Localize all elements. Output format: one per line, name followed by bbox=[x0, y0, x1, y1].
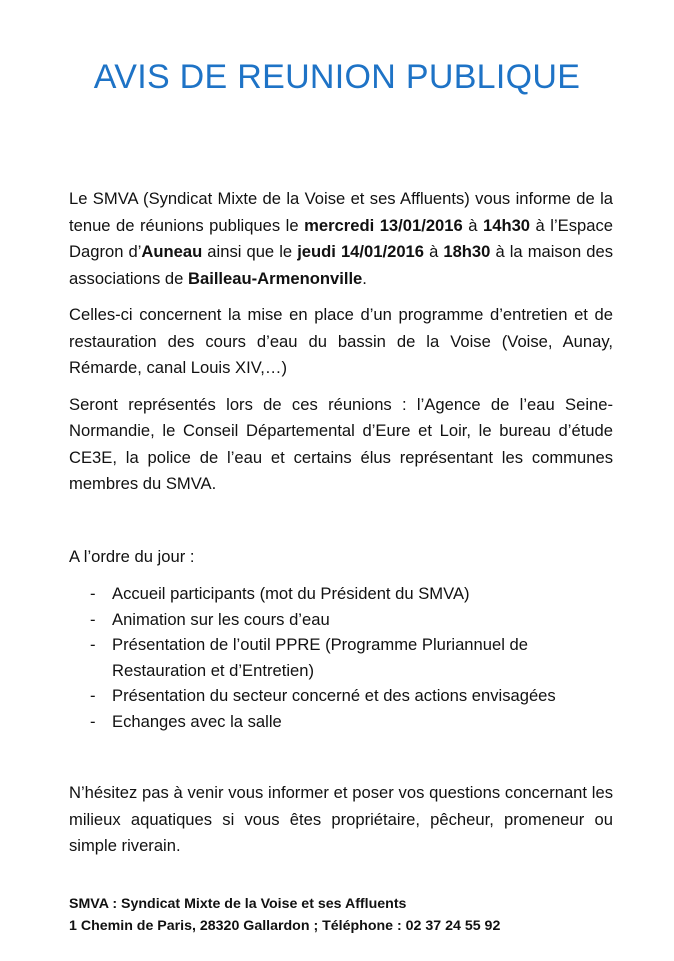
location-2: Bailleau-Armenonville bbox=[188, 268, 363, 288]
agenda-item-text: Présentation de l’outil PPRE (Programme Pluriannuel de Restauration et d’Entretien) bbox=[112, 635, 528, 680]
intro-text-4: ainsi que le bbox=[202, 242, 298, 261]
intro-text-3: à l’Espace Dagron d’ bbox=[69, 215, 613, 261]
intro-text-7: . bbox=[362, 268, 367, 288]
intro-text-5: à bbox=[424, 242, 444, 261]
footer-org-name: SMVA : Syndicat Mixte de la Voise et ses Affluents bbox=[69, 896, 407, 912]
dash-bullet: - bbox=[90, 584, 96, 603]
agenda-item-text: Animation sur les cours d’eau bbox=[112, 609, 330, 629]
agenda-item-text: Echanges avec la salle bbox=[112, 711, 282, 731]
agenda-item bbox=[90, 709, 613, 735]
intro-paragraph bbox=[69, 186, 613, 292]
footer-address: 1 Chemin de Paris, 28320 Gallardon ; Téléphone : 02 37 24 55 92 bbox=[69, 918, 501, 934]
intro-text-1: Le SMVA (Syndicat Mixte de la Voise et ses Affluents) vous informe de la tenue de réunions publiques le bbox=[69, 189, 613, 235]
participants-paragraph: Seront représentés lors de ces réunions : l’Agence de l’eau Seine-Normandie, le Conseil Départemental d’Eure et Loir, le bureau d’étude CE3E, la police de l’eau et certains élus représentant les communes membres du SMVA. bbox=[69, 394, 613, 493]
intro-text-2: à bbox=[462, 215, 483, 235]
agenda-item-text: Présentation du secteur concerné et des actions envisagées bbox=[112, 686, 556, 705]
dash-bullet: - bbox=[90, 711, 96, 731]
dash-bullet: - bbox=[90, 609, 96, 629]
date-1: mercredi 13/01/2016 bbox=[304, 215, 463, 235]
location-1: Auneau bbox=[141, 242, 203, 261]
intro-text-6: à la maison des associations de bbox=[69, 242, 613, 288]
agenda-item bbox=[90, 683, 613, 709]
agenda-item bbox=[90, 581, 613, 607]
page-title: AVIS DE REUNION PUBLIQUE bbox=[93, 58, 581, 96]
agenda-item bbox=[90, 632, 613, 683]
closing-paragraph: N’hésitez pas à venir vous informer et poser vos questions concernant les milieux aquatiques si vous êtes propriétaire, pêcheur, promeneur ou simple riverain. bbox=[69, 783, 613, 855]
agenda-heading: A l’ordre du jour : bbox=[69, 546, 195, 566]
time-2: 18h30 bbox=[443, 242, 491, 261]
agenda-item bbox=[90, 607, 613, 633]
dash-bullet: - bbox=[90, 686, 96, 705]
agenda-item-text: Accueil participants (mot du Président du SMVA) bbox=[112, 584, 470, 603]
date-2: jeudi 14/01/2016 bbox=[297, 242, 425, 261]
document-body bbox=[69, 186, 613, 860]
footer-contact bbox=[69, 893, 500, 937]
time-1: 14h30 bbox=[482, 215, 531, 235]
dash-bullet: - bbox=[90, 635, 96, 654]
agenda-list bbox=[69, 581, 613, 734]
scope-paragraph: Celles-ci concernent la mise en place d’un programme d’entretien et de restauration des cours d’eau du bassin de la Voise (Voise, Aunay, Rémarde, canal Louis XIV,…) bbox=[69, 305, 613, 377]
